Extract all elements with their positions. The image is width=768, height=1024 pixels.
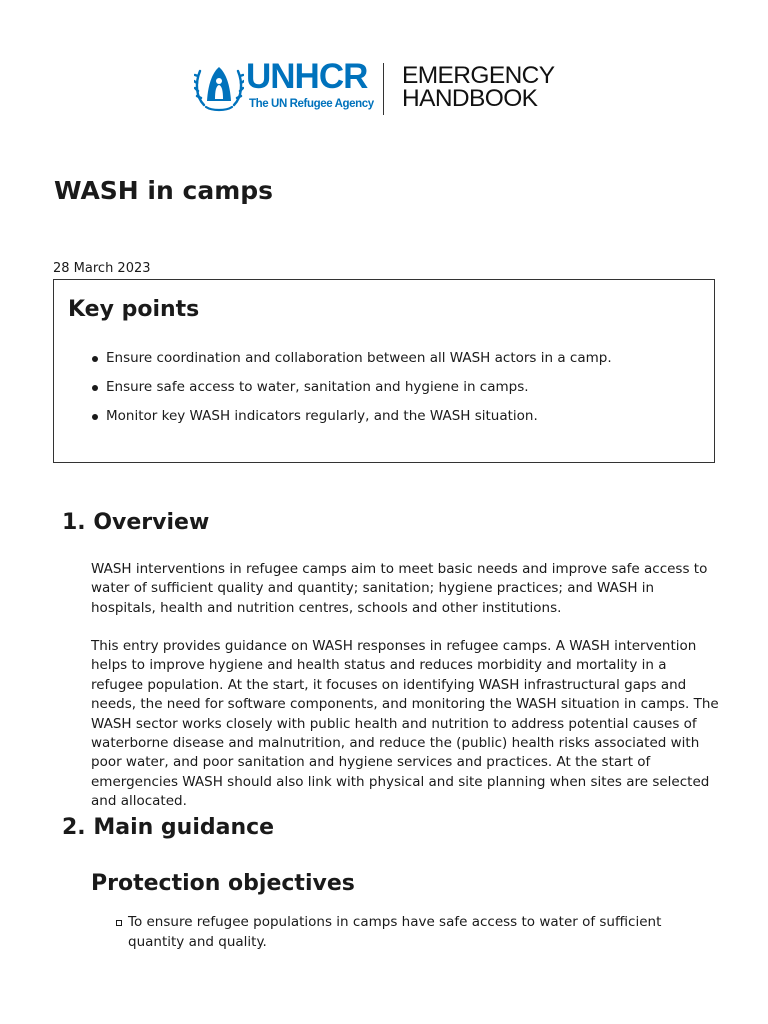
key-point-item: Ensure safe access to water, sanitation and hygiene in camps. <box>92 377 612 406</box>
key-points-box <box>53 279 715 463</box>
publication-date: 28 March 2023 <box>53 261 151 276</box>
page-header <box>0 56 768 116</box>
brand-name: UNHCR <box>246 57 368 96</box>
key-point-item: Ensure coordination and collaboration between all WASH actors in a camp. <box>92 348 612 377</box>
protection-objectives-list <box>114 912 714 952</box>
logo-divider <box>383 63 384 115</box>
section-heading-overview: 1. Overview <box>62 510 210 535</box>
key-points-list <box>92 348 612 435</box>
overview-paragraph-2: This entry provides guidance on WASH responses in refugee camps. A WASH intervention helps to improve hygiene and health status and reduces morbidity and mortality in a refugee population. At the start, it focuses on identifying WASH infrastructural gaps and needs, the need for software components, and monitoring the WASH situation in camps. The WASH sector works closely with public health and nutrition to address potential causes of waterborne disease and malnutrition, and reduce the (public) health risks associated with poor water, and poor sanitation and hygiene services and practices. At the start of emergencies WASH should also link with physical and site planning when sites are selected and allocated. <box>91 638 719 810</box>
handbook-title-line1: EMERGENCY <box>402 62 555 89</box>
overview-paragraph-1: WASH interventions in refugee camps aim to meet basic needs and improve safe access to water of sufficient quality and quantity; sanitation; hygiene practices; and WASH in hospitals, health and nutrition centres, schools and other institutions. <box>91 561 708 616</box>
handbook-title-line2: HANDBOOK <box>402 85 538 112</box>
handbook-title <box>402 64 555 110</box>
subheading-protection-objectives: Protection objectives <box>91 871 355 896</box>
protection-objective-item: To ensure refugee populations in camps have safe access to water of sufficient quantity and quality. <box>114 912 714 952</box>
section-heading-main-guidance: 2. Main guidance <box>62 815 275 840</box>
unhcr-emblem-icon <box>194 61 244 113</box>
key-point-item: Monitor key WASH indicators regularly, and the WASH situation. <box>92 406 612 435</box>
brand-tagline: The UN Refugee Agency <box>249 98 374 110</box>
page-title: WASH in camps <box>54 176 274 205</box>
key-points-title: Key points <box>68 297 200 322</box>
